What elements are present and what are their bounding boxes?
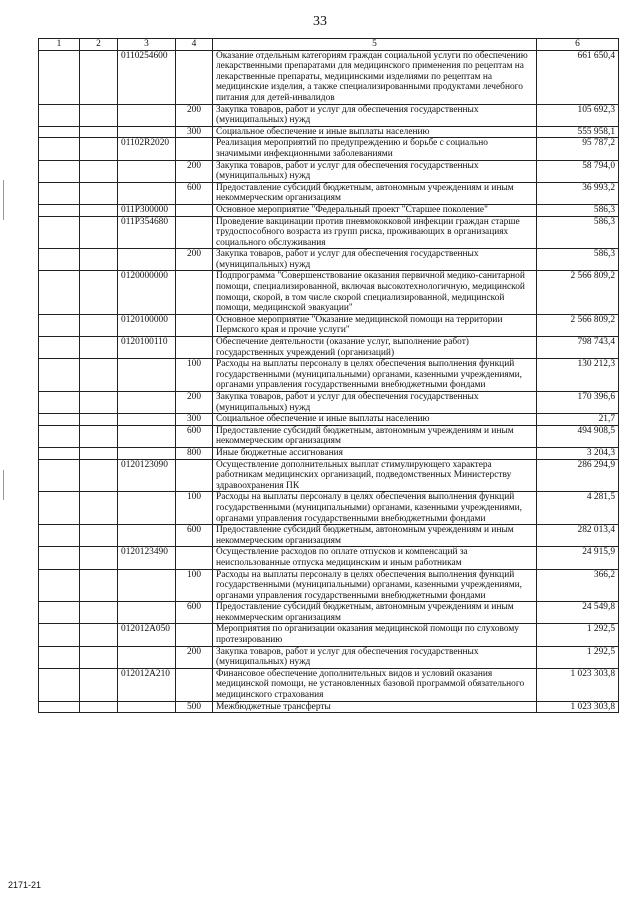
cell-expense-type: 800 [176, 447, 213, 459]
cell-amount: 366,2 [537, 569, 619, 602]
cell-expense-type [176, 50, 213, 104]
cell-amount: 1 023 303,8 [537, 668, 619, 701]
cell-col1 [39, 216, 80, 249]
cell-col1 [39, 447, 80, 459]
table-row [39, 249, 619, 271]
cell-col2 [80, 459, 118, 492]
cell-col2 [80, 216, 118, 249]
table-row [39, 204, 619, 216]
cell-col2 [80, 569, 118, 602]
cell-amount: 286 294,9 [537, 459, 619, 492]
cell-target-code: 0120100110 [118, 337, 176, 359]
cell-expense-type [176, 547, 213, 569]
cell-col2 [80, 447, 118, 459]
cell-amount: 2 566 809,2 [537, 314, 619, 336]
cell-amount: 661 650,4 [537, 50, 619, 104]
cell-name: Осуществление дополнительных выплат стимулирующего характера работникам медицинских организаций, подведомственных Министерству здравоохранения ПК [213, 459, 537, 492]
cell-expense-type [176, 314, 213, 336]
cell-col1 [39, 249, 80, 271]
cell-col2 [80, 204, 118, 216]
cell-target-code: 0120000000 [118, 271, 176, 314]
cell-target-code [118, 249, 176, 271]
cell-expense-type [176, 337, 213, 359]
cell-col1 [39, 160, 80, 182]
cell-expense-type [176, 138, 213, 160]
cell-col2 [80, 359, 118, 392]
table-row [39, 126, 619, 138]
table-row [39, 646, 619, 668]
cell-name: Проведение вакцинации против пневмококковой инфекции граждан старше трудоспособного возраста из групп риска, проживающих в организациях социального обслуживания [213, 216, 537, 249]
cell-col1 [39, 624, 80, 646]
cell-amount: 105 692,3 [537, 104, 619, 126]
cell-col1 [39, 602, 80, 624]
cell-target-code [118, 359, 176, 392]
cell-col2 [80, 414, 118, 426]
cell-col1 [39, 337, 80, 359]
table-row [39, 668, 619, 701]
cell-target-code [118, 646, 176, 668]
cell-expense-type [176, 271, 213, 314]
table-row [39, 104, 619, 126]
cell-col2 [80, 138, 118, 160]
cell-col1 [39, 547, 80, 569]
cell-name: Осуществление расходов по оплате отпусков и компенсаций за неиспользованные отпуска медицинским и иным работникам [213, 547, 537, 569]
cell-expense-type [176, 624, 213, 646]
cell-col2 [80, 547, 118, 569]
cell-expense-type: 200 [176, 160, 213, 182]
cell-name: Расходы на выплаты персоналу в целях обеспечения выполнения функций государственными (муниципальными) органами, казенными учреждениями, органами управления государственными внебюджетными фондами [213, 569, 537, 602]
cell-expense-type: 500 [176, 701, 213, 713]
cell-col1 [39, 314, 80, 336]
cell-target-code: 0120123090 [118, 459, 176, 492]
cell-name: Оказание отдельным категориям граждан социальной услуги по обеспечению лекарственными препаратами для медицинского применения по рецептам на лекарственные препараты, медицинскими изделиями по рецептам на медицинские изделия, а также специализированными продуктами лечебного питания для детей-инвалидов [213, 50, 537, 104]
cell-col1 [39, 701, 80, 713]
cell-target-code: 0120100000 [118, 314, 176, 336]
cell-col1 [39, 425, 80, 447]
cell-expense-type [176, 204, 213, 216]
cell-expense-type [176, 668, 213, 701]
cell-target-code [118, 569, 176, 602]
cell-name: Основное мероприятие "Федеральный проект "Старшее поколение" [213, 204, 537, 216]
table-row [39, 624, 619, 646]
cell-name: Основное мероприятие "Оказание медицинской помощи на территории Пермского края и прочие услуги" [213, 314, 537, 336]
table-row [39, 314, 619, 336]
cell-expense-type: 100 [176, 492, 213, 525]
cell-expense-type: 100 [176, 569, 213, 602]
cell-name: Предоставление субсидий бюджетным, автономным учреждениям и иным некоммерческим организациям [213, 602, 537, 624]
table-row [39, 492, 619, 525]
cell-expense-type: 200 [176, 646, 213, 668]
cell-col2 [80, 668, 118, 701]
cell-target-code: 0110254600 [118, 50, 176, 104]
cell-name: Закупка товаров, работ и услуг для обеспечения государственных (муниципальных) нужд [213, 160, 537, 182]
cell-expense-type: 200 [176, 249, 213, 271]
cell-col2 [80, 104, 118, 126]
cell-expense-type: 600 [176, 425, 213, 447]
cell-target-code: 01102R2020 [118, 138, 176, 160]
cell-col1 [39, 492, 80, 525]
table-row [39, 392, 619, 414]
cell-col2 [80, 314, 118, 336]
cell-name: Закупка товаров, работ и услуг для обеспечения государственных (муниципальных) нужд [213, 104, 537, 126]
cell-name: Иные бюджетные ассигнования [213, 447, 537, 459]
cell-col1 [39, 204, 80, 216]
column-header: 6 [537, 39, 619, 51]
cell-amount: 586,3 [537, 204, 619, 216]
table-row [39, 569, 619, 602]
cell-target-code: 011P300000 [118, 204, 176, 216]
cell-col2 [80, 602, 118, 624]
cell-amount: 1 023 303,8 [537, 701, 619, 713]
cell-amount: 586,3 [537, 216, 619, 249]
table-row [39, 50, 619, 104]
table-row [39, 271, 619, 314]
cell-col2 [80, 492, 118, 525]
cell-amount: 95 787,2 [537, 138, 619, 160]
cell-name: Межбюджетные трансферты [213, 701, 537, 713]
table-row [39, 414, 619, 426]
cell-col2 [80, 182, 118, 204]
scan-edge-mark [3, 470, 4, 500]
cell-col2 [80, 646, 118, 668]
cell-name: Социальное обеспечение и иные выплаты населению [213, 126, 537, 138]
cell-name: Финансовое обеспечение дополнительных видов и условий оказания медицинской помощи, не установленных базовой программой обязательного медицинского страхования [213, 668, 537, 701]
cell-name: Предоставление субсидий бюджетным, автономным учреждениям и иным некоммерческим организациям [213, 182, 537, 204]
cell-amount: 24 549,8 [537, 602, 619, 624]
cell-amount: 1 292,5 [537, 624, 619, 646]
table-row [39, 547, 619, 569]
cell-target-code [118, 602, 176, 624]
cell-target-code [118, 447, 176, 459]
table-row [39, 425, 619, 447]
cell-amount: 36 993,2 [537, 182, 619, 204]
cell-col2 [80, 392, 118, 414]
cell-amount: 798 743,4 [537, 337, 619, 359]
cell-name: Расходы на выплаты персоналу в целях обеспечения выполнения функций государственными (муниципальными) органами, казенными учреждениями, органами управления государственными внебюджетными фондами [213, 492, 537, 525]
cell-expense-type: 300 [176, 126, 213, 138]
cell-amount: 1 292,5 [537, 646, 619, 668]
cell-col1 [39, 50, 80, 104]
cell-col1 [39, 569, 80, 602]
cell-col1 [39, 182, 80, 204]
cell-col1 [39, 104, 80, 126]
cell-expense-type [176, 216, 213, 249]
column-header: 1 [39, 39, 80, 51]
cell-target-code [118, 425, 176, 447]
cell-amount: 58 794,0 [537, 160, 619, 182]
table-row [39, 359, 619, 392]
cell-amount: 2 566 809,2 [537, 271, 619, 314]
cell-name: Предоставление субсидий бюджетным, автономным учреждениям и иным некоммерческим организациям [213, 525, 537, 547]
cell-expense-type: 100 [176, 359, 213, 392]
cell-name: Закупка товаров, работ и услуг для обеспечения государственных (муниципальных) нужд [213, 249, 537, 271]
cell-target-code: 011P354680 [118, 216, 176, 249]
cell-expense-type: 600 [176, 525, 213, 547]
cell-amount: 586,3 [537, 249, 619, 271]
cell-target-code [118, 182, 176, 204]
cell-target-code: 012012A210 [118, 668, 176, 701]
cell-col1 [39, 359, 80, 392]
table-row [39, 459, 619, 492]
cell-col2 [80, 271, 118, 314]
cell-name: Подпрограмма "Совершенствование оказания первичной медико-санитарной помощи, специализированной, включая высокотехнологичную, медицинской помощи, скорой, в том числе скорой специализированной, медицинской помощи, медицинской эвакуации" [213, 271, 537, 314]
cell-col2 [80, 50, 118, 104]
cell-name: Мероприятия по организации оказания медицинской помощи по слуховому протезированию [213, 624, 537, 646]
table-row [39, 337, 619, 359]
footer-code: 2171-21 [8, 880, 42, 890]
cell-target-code: 012012A050 [118, 624, 176, 646]
column-header: 4 [176, 39, 213, 51]
cell-col1 [39, 138, 80, 160]
cell-col2 [80, 126, 118, 138]
cell-name: Реализация мероприятий по предупреждению и борьбе с социально значимыми инфекционными заболеваниями [213, 138, 537, 160]
cell-expense-type: 200 [176, 392, 213, 414]
cell-col1 [39, 459, 80, 492]
cell-amount: 3 204,3 [537, 447, 619, 459]
cell-amount: 494 908,5 [537, 425, 619, 447]
scan-edge-mark [3, 180, 4, 220]
cell-target-code [118, 414, 176, 426]
cell-col1 [39, 646, 80, 668]
column-header: 2 [80, 39, 118, 51]
cell-col2 [80, 337, 118, 359]
cell-col1 [39, 668, 80, 701]
cell-target-code [118, 392, 176, 414]
cell-col1 [39, 392, 80, 414]
table-header-row [39, 39, 619, 51]
cell-col2 [80, 525, 118, 547]
cell-expense-type [176, 459, 213, 492]
cell-col2 [80, 160, 118, 182]
cell-col2 [80, 425, 118, 447]
table-row [39, 182, 619, 204]
table-row [39, 602, 619, 624]
table-row [39, 447, 619, 459]
table-row [39, 216, 619, 249]
cell-col1 [39, 525, 80, 547]
cell-amount: 21,7 [537, 414, 619, 426]
page-number: 33 [313, 14, 327, 29]
budget-table [38, 38, 619, 713]
cell-amount: 170 396,6 [537, 392, 619, 414]
table-row [39, 701, 619, 713]
cell-target-code [118, 525, 176, 547]
cell-col1 [39, 271, 80, 314]
cell-name: Социальное обеспечение и иные выплаты населению [213, 414, 537, 426]
table-row [39, 138, 619, 160]
cell-target-code [118, 701, 176, 713]
cell-amount: 130 212,3 [537, 359, 619, 392]
cell-col2 [80, 624, 118, 646]
cell-name: Расходы на выплаты персоналу в целях обеспечения выполнения функций государственными (муниципальными) органами, казенными учреждениями, органами управления государственными внебюджетными фондами [213, 359, 537, 392]
cell-expense-type: 300 [176, 414, 213, 426]
cell-col1 [39, 414, 80, 426]
table-row [39, 525, 619, 547]
cell-amount: 282 013,4 [537, 525, 619, 547]
cell-target-code [118, 492, 176, 525]
cell-name: Предоставление субсидий бюджетным, автономным учреждениям и иным некоммерческим организациям [213, 425, 537, 447]
cell-target-code [118, 104, 176, 126]
cell-expense-type: 600 [176, 182, 213, 204]
cell-expense-type: 600 [176, 602, 213, 624]
cell-col1 [39, 126, 80, 138]
cell-col2 [80, 249, 118, 271]
cell-amount: 4 281,5 [537, 492, 619, 525]
cell-target-code: 0120123490 [118, 547, 176, 569]
cell-target-code [118, 126, 176, 138]
cell-expense-type: 200 [176, 104, 213, 126]
cell-col2 [80, 701, 118, 713]
cell-amount: 555 958,1 [537, 126, 619, 138]
column-header: 5 [213, 39, 537, 51]
cell-name: Закупка товаров, работ и услуг для обеспечения государственных (муниципальных) нужд [213, 392, 537, 414]
cell-amount: 24 915,9 [537, 547, 619, 569]
column-header: 3 [118, 39, 176, 51]
cell-name: Обеспечение деятельности (оказание услуг, выполнение работ) государственных учреждений (организаций) [213, 337, 537, 359]
table-row [39, 160, 619, 182]
cell-name: Закупка товаров, работ и услуг для обеспечения государственных (муниципальных) нужд [213, 646, 537, 668]
cell-target-code [118, 160, 176, 182]
